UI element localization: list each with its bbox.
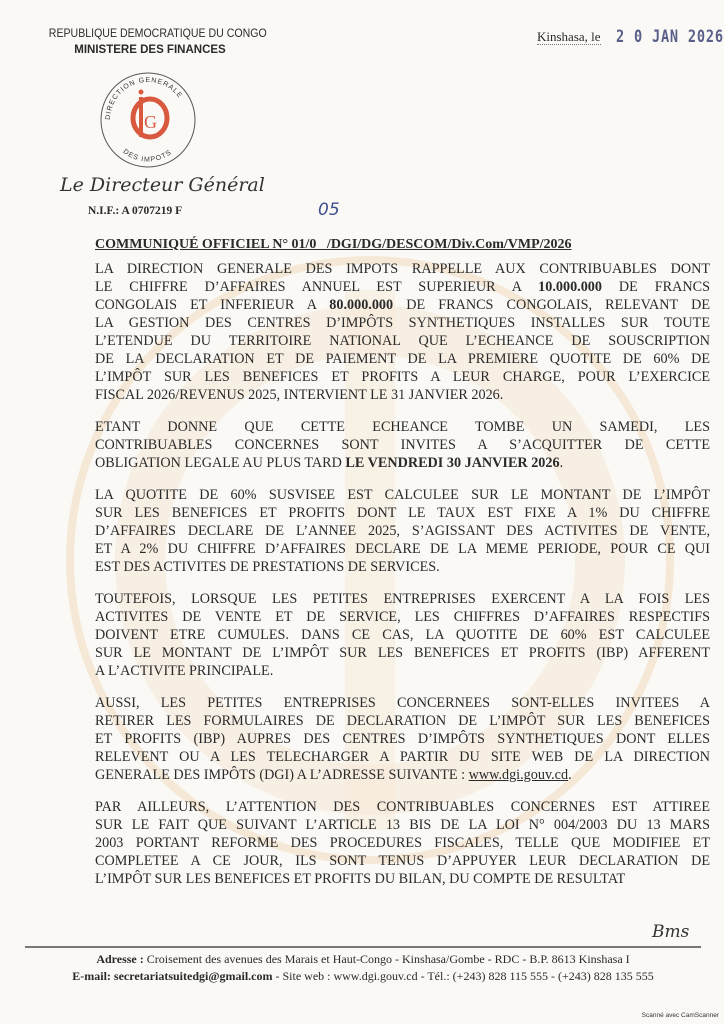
text-line [95, 278, 710, 296]
address-label: Adresse : [96, 952, 144, 966]
text-segment: DE FRANCS [601, 279, 710, 295]
nif-number: N.I.F.: A 0707219 F [88, 205, 183, 217]
text-segment: SUR LE FAIT QUE SUIVANT L’ARTICLE 13 BIS DE LA LOI N° 004/2003 DU 13 MARS [95, 817, 710, 833]
address-text: Croisement des avenues des Marais et Haut-Congo - Kinshasa/Gombe - RDC - B.P. 8613 Kinshasa I [143, 952, 630, 966]
svg-text:DES IMPOTS: DES IMPOTS [121, 148, 174, 164]
text-line [95, 730, 710, 748]
ministry-name: MINISTERE DES FINANCES [74, 44, 226, 56]
text-segment: ET PROFITS (IBP) AUPRES DES CENTRES D’IMPÔTS SYNTHETIQUES DONT ELLES [95, 731, 710, 747]
footer-contacts [25, 969, 701, 984]
paragraph [95, 486, 710, 576]
text-line [95, 296, 710, 314]
text-line [95, 436, 710, 454]
text-segment: LE CHIFFRE D’AFFAIRES ANNUEL EST SUPERIEUR A [95, 279, 539, 295]
text-segment: ETANT DONNE QUE CETTE ECHEANCE TOMBE UN SAMEDI, LES [95, 419, 710, 435]
text-line [95, 834, 710, 852]
text-segment: ACTIVITES DE VENTE ET DE SERVICE, LES CHIFFRES D’AFFAIRES RESPECTIFS [95, 609, 710, 625]
text-line [95, 454, 710, 472]
dgi-logo [98, 70, 198, 170]
text-segment: COMPLETEE A CE JOUR, ILS SONT TENUS D’APPUYER LEUR DECLARATION DE [95, 853, 710, 869]
website-link[interactable]: www.dgi.gouv.cd [468, 767, 569, 783]
bold-text: LE VENDREDI 30 JANVIER 2026 [345, 455, 560, 471]
text-segment: SUR LE MONTANT DE L’IMPÔT SUR LES BENEFICES ET PROFITS (IBP) AFFERENT [95, 645, 710, 661]
text-segment: D’AFFAIRES DECLARE DE L’ANNEE 2025, S’AGISSANT DES ACTIVITES DE VENTE, [95, 523, 710, 539]
text-line [95, 590, 710, 608]
text-segment: LA GESTION DES CENTRES D’IMPÔTS SYNTHETIQUES INSTALLES SUR TOUTE [95, 315, 710, 331]
footer-address [25, 952, 701, 967]
text-segment: DE FRANCS CONGOLAIS, RELEVANT DE [393, 297, 710, 313]
paragraph [95, 694, 710, 784]
text-line [95, 558, 710, 576]
text-segment: OBLIGATION LEGALE AU PLUS TARD [95, 455, 346, 471]
communique-title: COMMUNIQUÉ OFFICIEL N° 01/0 /DGI/DG/DESCOM/Div.Com/VMP/2026 [95, 237, 572, 252]
text-line [95, 368, 710, 386]
text-segment: L’ETENDUE DU TERRITOIRE NATIONAL QUE L’ECHEANCE DE SOUSCRIPTION [95, 333, 710, 349]
text-line [95, 522, 710, 540]
text-segment: SUR LES BENEFICES ET PROFITS DONT LE TAUX EST FIXE A 1% DU CHIFFRE [95, 505, 710, 521]
text-segment: L’IMPÔT SUR LES BENEFICES ET PROFITS DU BILAN, DU COMPTE DE RESULTAT [95, 871, 626, 887]
text-segment: TOUTEFOIS, LORSQUE LES PETITES ENTREPRISES EXERCENT A LA FOIS LES [95, 591, 710, 607]
text-segment: LA QUOTITE DE 60% SUSVISEE EST CALCULEE SUR LE MONTANT DE L’IMPÔT [95, 487, 710, 503]
text-line [95, 418, 710, 436]
text-segment: RETIRER LES FORMULAIRES DE DECLARATION DE L’IMPÔT SUR LES BENEFICES [95, 713, 710, 729]
place-label: Kinshasa, le [537, 29, 601, 44]
text-line [95, 504, 710, 522]
text-segment: L’IMPÔT SUR LES BENEFICES ET PROFITS A LEUR CHARGE, POUR L’EXERCICE [95, 369, 710, 385]
text-segment: A L’ACTIVITE PRINCIPALE. [95, 663, 274, 679]
text-line [95, 350, 710, 368]
svg-text:G: G [144, 112, 157, 132]
communique-body [95, 260, 710, 902]
text-line [95, 608, 710, 626]
text-segment: . [568, 767, 572, 783]
text-line [95, 332, 710, 350]
text-segment: RELEVENT OU A LES TELECHARGER A PARTIR DU SITE WEB DE LA DIRECTION [95, 749, 710, 765]
email-label: E-mail: secretariatsuitedgi@gmail.com [72, 969, 273, 983]
text-segment: DE LA DECLARATION ET DE PAIEMENT DE LA PREMIERE QUOTITE DE 60% DE [95, 351, 710, 367]
text-segment: DOIVENT ETRE CUMULES. DANS CE CAS, LA QUOTITE DE 60% EST CALCULEE [95, 627, 710, 643]
text-segment: LA DIRECTION GENERALE DES IMPOTS RAPPELLE AUX CONTRIBUABLES DONT [95, 261, 710, 277]
bold-text: 10.000.000 [538, 279, 602, 295]
country-name: REPUBLIQUE DEMOCRATIQUE DU CONGO [48, 28, 267, 40]
text-line [95, 852, 710, 870]
text-segment: EST DES ACTIVITES DE PRESTATIONS DE SERVICES. [95, 559, 440, 575]
text-line [95, 644, 710, 662]
footer-divider [25, 946, 701, 948]
paragraph [95, 590, 710, 680]
text-segment: CONGOLAIS ET INFERIEUR A [95, 297, 330, 313]
text-line [95, 694, 710, 712]
text-line [95, 540, 710, 558]
text-line [95, 816, 710, 834]
text-line [95, 870, 710, 888]
signature-initials: Bms [652, 922, 690, 942]
paragraph [95, 418, 710, 472]
paragraph [95, 260, 710, 404]
text-segment: ET A 2% DU CHIFFRE D’AFFAIRES DECLARE DE LA MEME PERIODE, POUR CE QUI [95, 541, 710, 557]
text-segment: PAR AILLEURS, L’ATTENTION DES CONTRIBUABLES CONCERNES EST ATTIREE [95, 799, 710, 815]
date-stamp: 2 0 JAN 2026 [616, 27, 724, 47]
text-line [95, 712, 710, 730]
text-segment: CONTRIBUABLES CONCERNES SONT INVITES A S’ACQUITTER DE CETTE [95, 437, 710, 453]
text-segment: FISCAL 2026/REVENUS 2025, INTERVIENT LE 31 JANVIER 2026. [95, 387, 504, 403]
bold-text: 80.000.000 [329, 297, 394, 313]
text-segment: . [559, 455, 564, 471]
scanner-note: Scanné avec CamScanner [641, 1012, 719, 1019]
paragraph [95, 798, 710, 888]
text-line [95, 626, 710, 644]
text-line [95, 798, 710, 816]
director-title: Le Directeur Général [60, 174, 265, 196]
contacts-text: - Site web : www.dgi.gouv.cd - Tél.: (+243) 828 115 555 - (+243) 828 135 555 [272, 969, 654, 983]
svg-text:DIRECTION GENERALE: DIRECTION GENERALE [104, 76, 184, 121]
text-line [95, 386, 710, 404]
text-segment: 2003 PORTANT REFORME DES PROCEDURES FISCALES, TELLE QUE MODIFIEE ET [95, 835, 710, 851]
text-segment: AUSSI, LES PETITES ENTREPRISES CONCERNEES SONT-ELLES INVITEES A [95, 695, 710, 711]
text-line [95, 314, 710, 332]
handwritten-number: 05 [318, 200, 340, 220]
text-line [95, 486, 710, 504]
text-line [95, 748, 710, 766]
text-segment: GENERALE DES IMPÔTS (DGI) A L’ADRESSE SUIVANTE : [95, 767, 469, 783]
text-line [95, 766, 710, 784]
text-line [95, 260, 710, 278]
text-line [95, 662, 710, 680]
